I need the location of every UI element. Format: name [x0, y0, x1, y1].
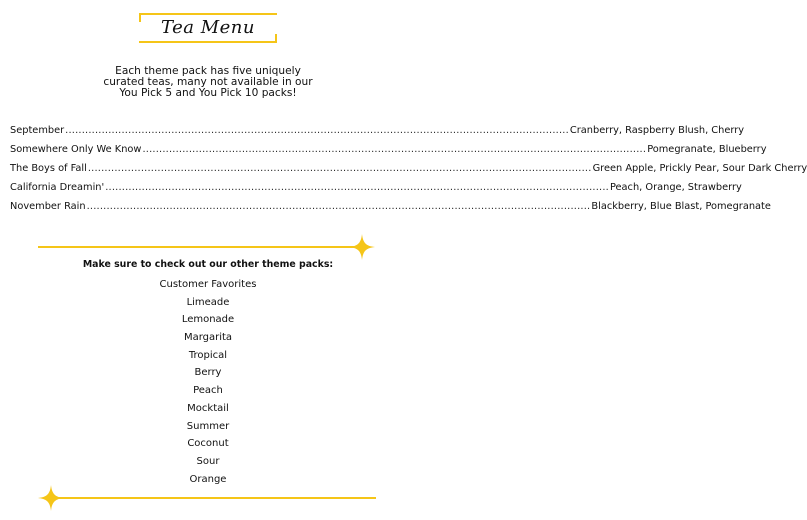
pack-name: Somewhere Only We Know [10, 144, 142, 155]
intro-text [60, 66, 356, 99]
pack-flavors: Pomegranate, Blueberry [647, 144, 767, 155]
pack-flavors: Peach, Orange, Strawberry [609, 182, 742, 193]
divider-line [38, 246, 368, 248]
sparkle-icon [38, 485, 64, 511]
sparkle-icon [349, 234, 375, 260]
pack-flavors: Blackberry, Blue Blast, Pomegranate [591, 201, 771, 212]
menu-row [10, 125, 745, 144]
list-item: Margarita [183, 332, 233, 344]
list-item: Lemonade [181, 314, 235, 326]
pack-name: California Dreamin' [10, 182, 105, 193]
menu-row [10, 144, 767, 163]
list-item: Orange [189, 473, 227, 485]
theme-packs-list [108, 276, 308, 488]
title-frame [139, 13, 277, 43]
list-item: Limeade [186, 296, 230, 308]
list-item: Sour [196, 455, 220, 467]
pack-name: The Boys of Fall [10, 163, 87, 174]
list-item: Mocktail [187, 402, 229, 414]
menu-row [10, 201, 771, 220]
list-item: Summer [186, 420, 230, 432]
intro-line: Each theme pack has five uniquely [115, 65, 301, 77]
intro-line: curated teas, many not available in our [103, 76, 313, 88]
list-item: Peach [193, 385, 223, 397]
pack-flavors: Green Apple, Prickly Pear, Sour Dark Cherry [592, 163, 807, 174]
theme-packs-heading: Make sure to check out our other theme packs: [82, 259, 334, 270]
dot-leader: ........................................................................................................................................................ [65, 125, 569, 136]
dot-leader: ........................................................................................................................................................ [142, 144, 647, 155]
list-item: Coconut [187, 438, 229, 450]
dot-leader: ........................................................................................................................................................ [86, 201, 591, 212]
pack-name: November Rain [10, 201, 86, 212]
list-item: Customer Favorites [159, 279, 257, 290]
divider-line [46, 497, 376, 499]
list-item: Berry [194, 367, 222, 379]
dot-leader: ........................................................................................................................................................ [87, 163, 592, 174]
intro-line: You Pick 5 and You Pick 10 packs! [119, 87, 297, 99]
pack-name: September [10, 125, 65, 136]
menu-row [10, 163, 807, 182]
dot-leader: ........................................................................................................................................................ [105, 182, 609, 193]
menu-row [10, 182, 742, 201]
list-item: Tropical [188, 349, 228, 361]
tea-menu-list [10, 125, 807, 220]
pack-flavors: Cranberry, Raspberry Blush, Cherry [569, 125, 745, 136]
page-title: Tea Menu [161, 17, 255, 38]
